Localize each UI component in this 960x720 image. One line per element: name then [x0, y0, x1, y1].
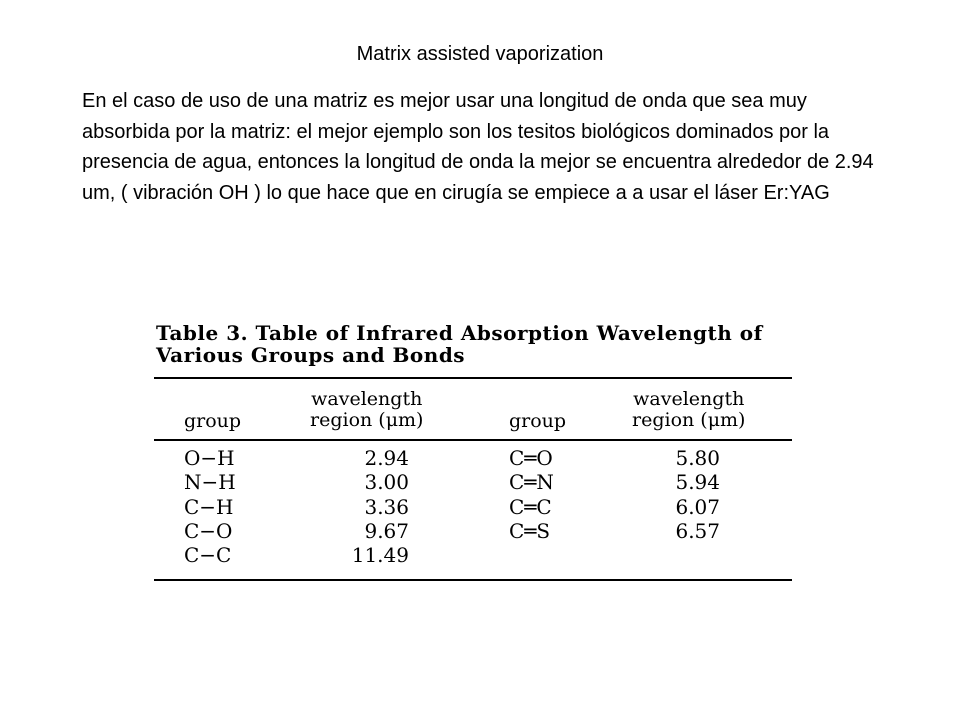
- body-paragraph: En el caso de uso de una matriz es mejor usar una longitud de onda que sea muy absorbida por la matriz: el mejor ejemplo son los tesitos biológicos dominados por la presencia de agua, entonces la longitud de onda la mejor se encuentra alrededor de 2.94 um, ( vibración OH ) lo que hace que en cirugía se empiece a a usar el láser Er:YAG: [82, 90, 874, 204]
- table-cell-wavelength: 5.94: [675, 470, 720, 495]
- table-cell-group: C═S: [509, 518, 551, 543]
- table-cell-wavelength: 2.94: [364, 446, 409, 470]
- table-cell-group: O−H: [184, 446, 235, 470]
- column-header-wavelength-line-1: wavelength: [633, 388, 745, 410]
- table-bottom-rule: [154, 579, 792, 581]
- table-caption: [156, 322, 763, 366]
- table-cell-group: C−H: [184, 494, 234, 519]
- table-caption-line-1: Table 3. Table of Infrared Absorption Wavelength of: [156, 321, 763, 345]
- column-header-group-left: group: [184, 410, 242, 432]
- table-cell-group: N−H: [184, 470, 236, 495]
- table-caption-line-2: Various Groups and Bonds: [156, 343, 466, 367]
- column-header-wavelength-line-1: wavelength: [311, 388, 423, 410]
- left-group-column: [184, 446, 236, 567]
- column-header-wavelength-right: [632, 389, 745, 431]
- table-cell-group: C═O: [509, 446, 553, 470]
- table-cell-wavelength: 3.00: [364, 470, 409, 495]
- column-header-wavelength-line-2: region (μm): [310, 409, 424, 431]
- table-cell-group: C═N: [509, 470, 554, 495]
- table-header-rule: [154, 439, 792, 441]
- table-top-rule: [154, 377, 792, 379]
- table-cell-wavelength: 6.57: [675, 518, 720, 543]
- table-cell-wavelength: 5.80: [675, 446, 720, 470]
- table-cell-wavelength: 6.07: [675, 494, 720, 519]
- table-cell-wavelength: 11.49: [351, 543, 409, 568]
- table-cell-group: C−O: [184, 518, 233, 543]
- column-header-wavelength-left: [310, 389, 423, 431]
- right-wavelength-column: [662, 446, 720, 543]
- right-group-column: [509, 446, 554, 543]
- slide-title: Matrix assisted vaporization: [356, 43, 604, 65]
- column-header-group-right: group: [509, 410, 567, 432]
- table-cell-wavelength: 9.67: [364, 518, 409, 543]
- infrared-table-figure: [152, 322, 802, 586]
- table-cell-group: C−C: [184, 543, 232, 568]
- table-cell-group: C═C: [509, 494, 552, 519]
- left-wavelength-column: [337, 446, 409, 567]
- table-cell-wavelength: 3.36: [364, 494, 409, 519]
- column-header-wavelength-line-2: region (μm): [632, 409, 746, 431]
